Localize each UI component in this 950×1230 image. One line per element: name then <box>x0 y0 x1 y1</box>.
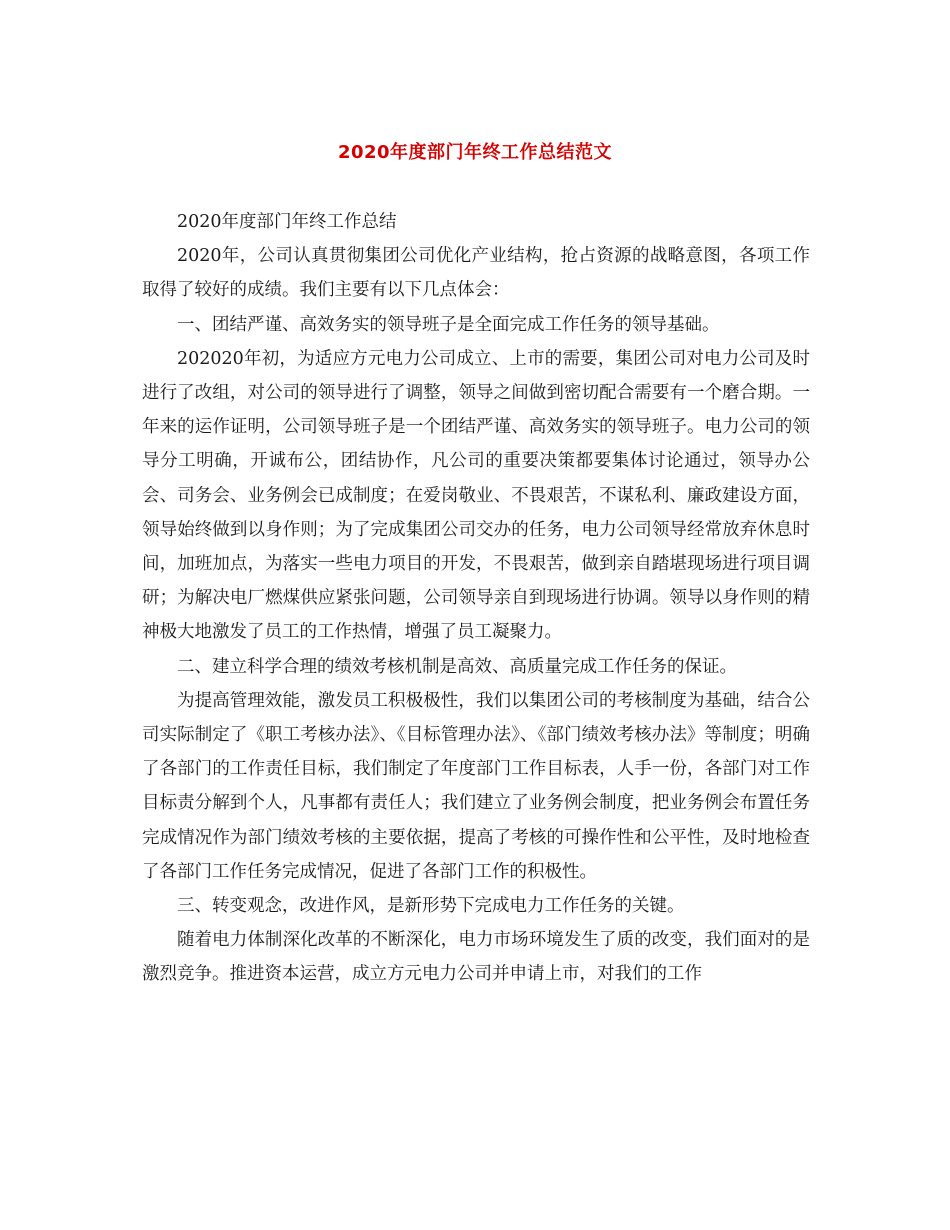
document-title: 2020年度部门年终工作总结范文 <box>337 142 613 163</box>
paragraph-section-1: 202020年初，为适应方元电力公司成立、上市的需要，集团公司对电力公司及时进行了改组，对公司的领导进行了调整，领导之间做到密切配合需要有一个磨合期。一年来的运作证明，公司领导班子是一个团结严谨、高效务实的领导班子。电力公司的领导分工明确，开诚布公，团结协作，凡公司的重要决策都要集体讨论通过，领导办公会、司务会、业务例会已成制度；在爱岗敬业、不畏艰苦，不谋私利、廉政建设方面，领导始终做到以身作则；为了完成集团公司交办的任务，电力公司领导经常放弃休息时间，加班加点，为落实一些电力项目的开发，不畏艰苦，做到亲自踏堪现场进行项目调研；为解决电厂燃煤供应紧张问题，公司领导亲自到现场进行协调。领导以身作则的精神极大地激发了员工的工作热情，增强了员工凝聚力。 <box>142 348 810 643</box>
paragraph-intro: 2020年，公司认真贯彻集团公司优化产业结构，抢占资源的战略意图，各项工作取得了较好的成绩。我们主要有以下几点体会： <box>142 246 810 301</box>
document-body <box>142 205 810 992</box>
paragraph-heading: 2020年度部门年终工作总结 <box>177 212 397 232</box>
paragraph-section-3: 随着电力体制深化改革的不断深化，电力市场环境发生了质的改变，我们面对的是激烈竞争。推进资本运营，成立方元电力公司并申请上市，对我们的工作 <box>142 930 810 985</box>
section-heading-3: 三、转变观念，改进作风，是新形势下完成电力工作任务的关键。 <box>177 896 685 917</box>
section-heading-2: 二、建立科学合理的绩效考核机制是高效、高质量完成工作任务的保证。 <box>177 656 737 677</box>
paragraph-section-2: 为提高管理效能，激发员工积极极性，我们以集团公司的考核制度为基础，结合公司实际制定了《职工考核办法》、《目标管理办法》、《部门绩效考核办法》等制度；明确了各部门的工作责任目标，我们制定了年度部门工作目标表，人手一份，各部门对工作目标责分解到个人，凡事都有责任人；我们建立了业务例会制度，把业务例会布置任务完成情况作为部门绩效考核的主要依据，提高了考核的可操作性和公平性，及时地检查了各部门工作任务完成情况，促进了各部门工作的积极性。 <box>142 690 810 882</box>
section-heading-1: 一、团结严谨、高效务实的领导班子是全面完成工作任务的领导基础。 <box>177 314 720 335</box>
